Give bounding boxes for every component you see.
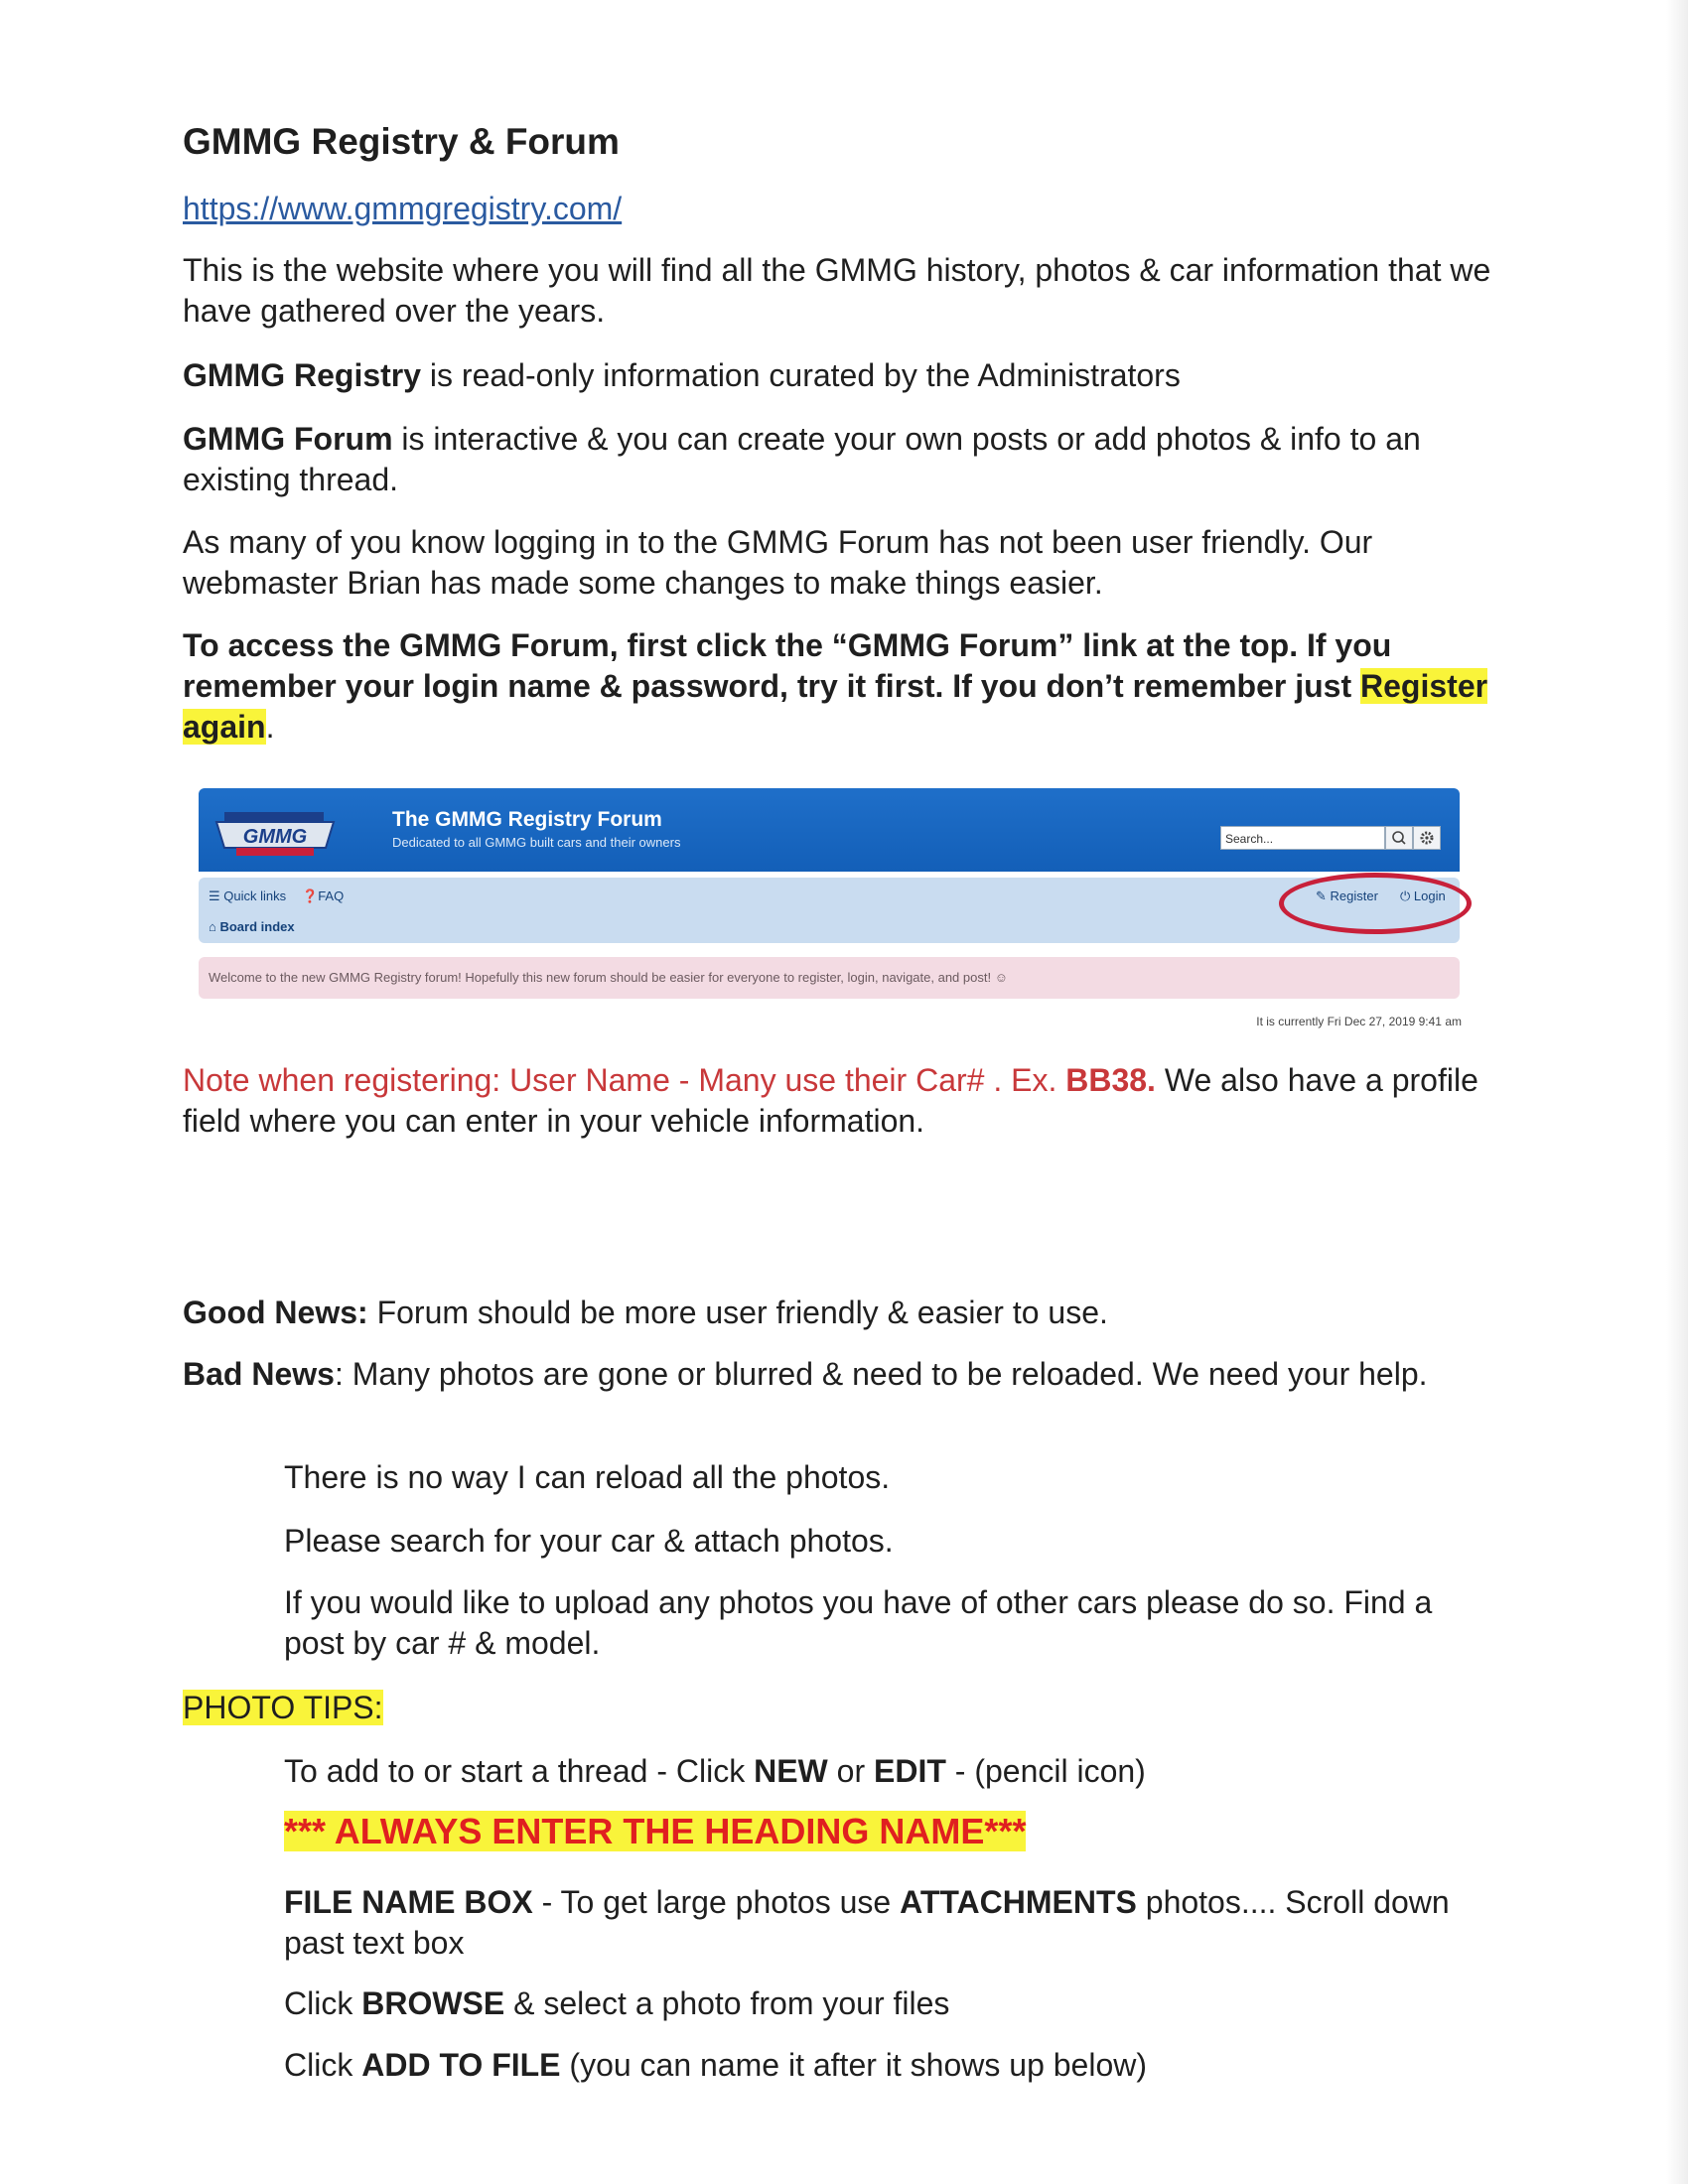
document-title: GMMG Registry & Forum: [183, 121, 620, 162]
tip-or: or: [827, 1753, 874, 1789]
file-name-text: - To get large photos use: [532, 1884, 901, 1920]
welcome-banner: [199, 957, 1460, 999]
forum-paragraph: [183, 419, 1493, 500]
gear-icon: [1414, 827, 1440, 849]
note-example: BB38.: [1065, 1062, 1156, 1098]
register-again-highlight: Register again: [183, 668, 1488, 745]
intro-paragraph: This is the website where you will find all the GMMG history, photos & car information that we have gathered over the years.: [183, 252, 1491, 329]
current-time: It is currently Fri Dec 27, 2019 9:41 am: [1256, 1015, 1462, 1028]
tip-edit: EDIT: [873, 1753, 946, 1789]
bad-news-label: Bad News: [183, 1356, 335, 1392]
registry-link-para: [183, 189, 1493, 229]
faq-link[interactable]: ❓FAQ: [302, 888, 345, 903]
note-paragraph: [183, 1060, 1493, 1142]
forum-text: is interactive & you can create your own posts or add photos & info to an existing thread.: [183, 421, 1421, 497]
quick-links[interactable]: ☰ Quick links: [209, 888, 287, 903]
indented-line-1: There is no way I can reload all the photos.: [284, 1459, 891, 1495]
advanced-search-button[interactable]: [1413, 826, 1441, 850]
file-name-tip: [284, 1882, 1495, 1964]
register-login-circle: [1279, 873, 1472, 934]
browse-click: Click: [284, 1985, 362, 2021]
file-name-end: photos.... Scroll down past text box: [284, 1884, 1450, 1961]
add-file-tip: [284, 2045, 1495, 2086]
add-file-click: Click: [284, 2047, 362, 2083]
good-news-paragraph: [183, 1293, 1493, 1333]
welcome-text: Welcome to the new GMMG Registry forum! Hopefully this new forum should be easier for everyone to register, login, navigate, and post!: [209, 970, 992, 985]
forum-label: GMMG Forum: [183, 421, 393, 457]
registry-label: GMMG Registry: [183, 357, 422, 393]
indented-line-3: If you would like to upload any photos you have of other cars please do so. Find a post by car # & model.: [284, 1584, 1433, 1661]
access-paragraph: [183, 625, 1493, 748]
forum-header: [199, 788, 1460, 872]
tip-pencil: - (pencil icon): [945, 1753, 1146, 1789]
registry-url-link[interactable]: https://www.gmmgregistry.com/: [183, 191, 623, 226]
note-red-text: Note when registering: User Name - Many use their Car# . Ex.: [183, 1062, 1066, 1098]
registry-text: is read-only information curated by the Administrators: [421, 357, 1181, 393]
registry-paragraph: [183, 355, 1493, 396]
board-index-link[interactable]: ⌂ Board index: [209, 919, 295, 934]
search-icon: [1386, 827, 1412, 849]
file-name-label: FILE NAME BOX: [284, 1884, 533, 1920]
logo-text: GMMG: [242, 826, 308, 848]
forum-description: Dedicated to all GMMG built cars and their owners: [392, 835, 681, 850]
tip-thread: [284, 1751, 1495, 1792]
browse-label: BROWSE: [361, 1985, 505, 2021]
smiley-icon: ☺: [994, 970, 1008, 985]
login-link[interactable]: ⏻ Login: [1400, 888, 1446, 903]
access-end: .: [265, 709, 275, 745]
attachments-label: ATTACHMENTS: [900, 1884, 1137, 1920]
bad-news-text: : Many photos are gone or blurred & need to be reloaded. We need your help.: [334, 1356, 1428, 1392]
indented-line-2: Please search for your car & attach photos.: [284, 1523, 894, 1559]
access-text: To access the GMMG Forum, first click the “GMMG Forum” link at the top. If you remember your login name & password, try it first. If you don’t remember just: [183, 627, 1392, 704]
gmmg-logo: [211, 808, 340, 860]
search-input[interactable]: Search...: [1220, 826, 1385, 850]
add-file-text: (you can name it after it shows up below): [560, 2047, 1148, 2083]
scan-edge: [1666, 0, 1688, 2184]
forum-screenshot: [195, 788, 1466, 1036]
note-text: We also have a profile field where you can enter in your vehicle information.: [183, 1062, 1478, 1139]
good-news-text: Forum should be more user friendly & easier to use.: [367, 1295, 1108, 1330]
add-file-label: ADD TO FILE: [361, 2047, 561, 2083]
browse-text: & select a photo from your files: [504, 1985, 950, 2021]
browse-tip: [284, 1983, 1495, 2024]
bad-news-paragraph: [183, 1354, 1493, 1395]
tip-thread-text: To add to or start a thread - Click: [284, 1753, 755, 1789]
good-news-label: Good News:: [183, 1295, 368, 1330]
always-enter-heading: *** ALWAYS ENTER THE HEADING NAME***: [284, 1811, 1027, 1851]
forum-title: The GMMG Registry Forum: [392, 808, 662, 831]
login-paragraph: As many of you know logging in to the GMMG Forum has not been user friendly. Our webmaster Brian has made some changes to make things easier.: [183, 524, 1373, 601]
tip-new: NEW: [754, 1753, 828, 1789]
register-link[interactable]: ✎ Register: [1316, 888, 1378, 903]
photo-tips-heading: [183, 1688, 1493, 1728]
forum-navbar: [199, 878, 1460, 943]
photo-tips-label: PHOTO TIPS:: [183, 1690, 383, 1725]
always-enter-line: [284, 1811, 1495, 1853]
search-button[interactable]: [1385, 826, 1413, 850]
